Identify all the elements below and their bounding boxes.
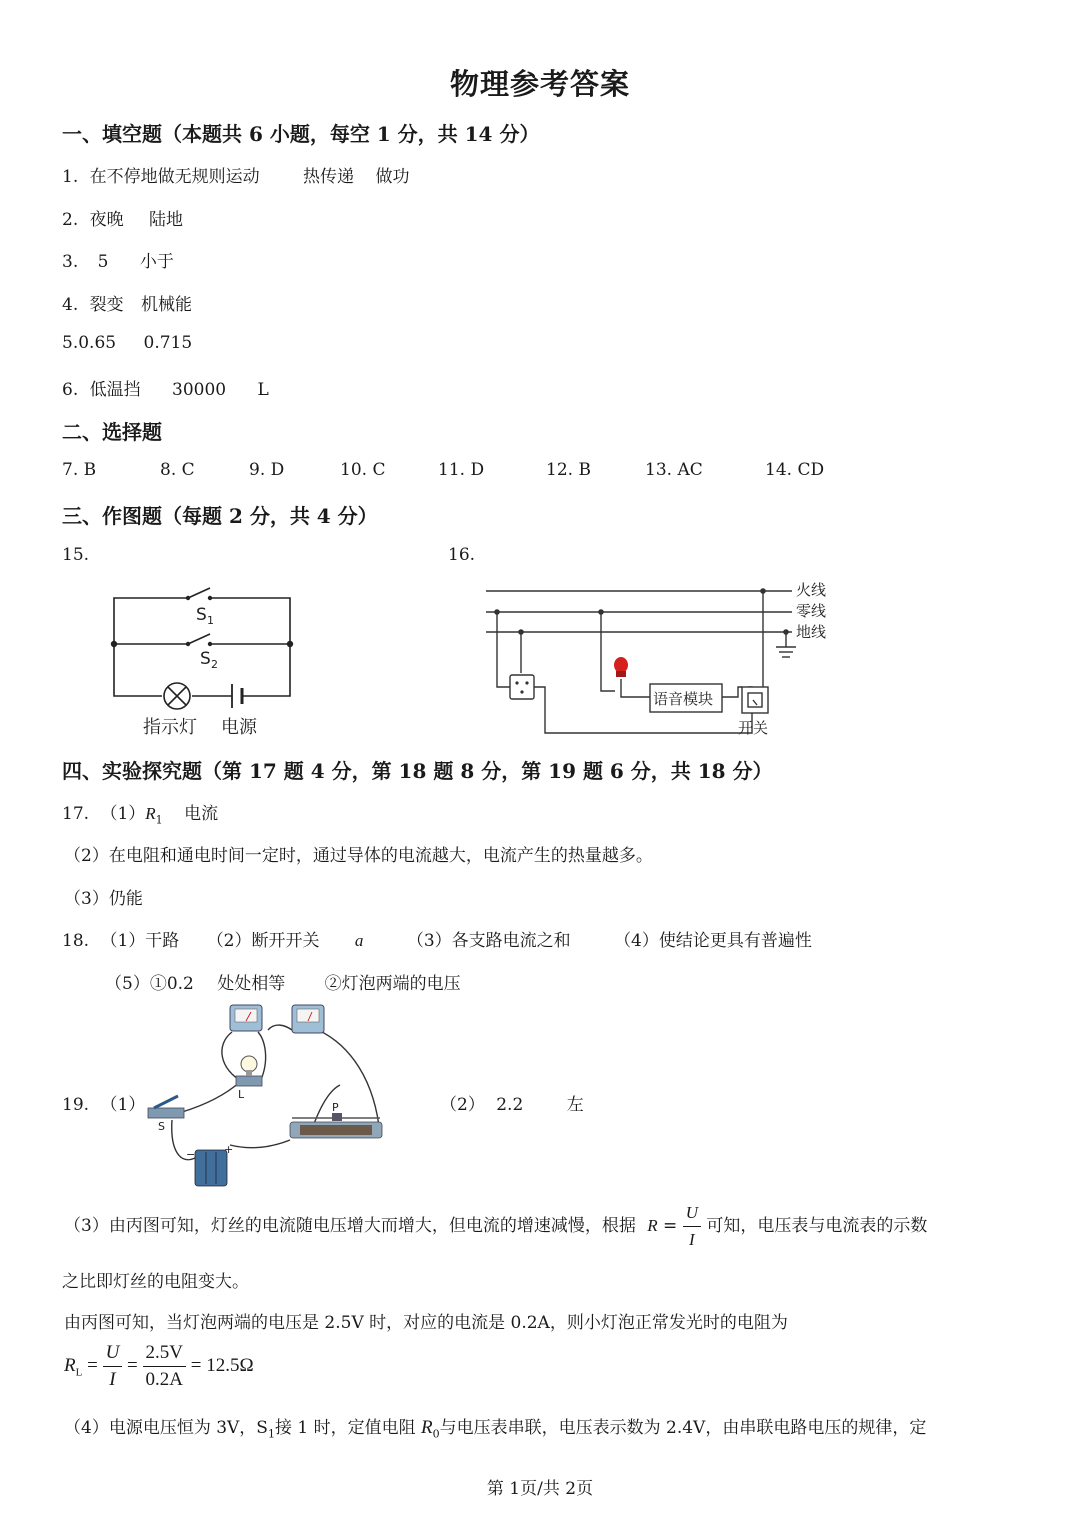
q18-part5c: ②灯泡两端的电压 — [324, 974, 461, 994]
resistance-formula — [64, 1340, 254, 1393]
resistor-subscript: 1 — [155, 813, 163, 827]
q19-part2-label: （2） — [440, 1095, 485, 1115]
fraction-numerator: U — [683, 1200, 701, 1227]
q18-part4: （4）使结论更具有普遍性 — [614, 931, 812, 951]
answer-row-2 — [62, 205, 183, 230]
answer-part: 0.715 — [143, 333, 193, 353]
section1-heading: 一、填空题（本题共 6 小题，每空 1 分，共 14 分） — [62, 122, 540, 146]
formula-result: = 12.5Ω — [190, 1354, 254, 1376]
resistor-r0-subscript: 0 — [432, 1427, 440, 1441]
q16-number: 16. — [448, 545, 476, 565]
choice-answer: 14. CD — [765, 460, 825, 480]
live-wire-label: 火线 — [796, 581, 827, 599]
q18-row2 — [105, 969, 461, 994]
section2-heading: 二、选择题 — [62, 420, 162, 444]
answer-num: 1. — [62, 167, 79, 187]
choice-answer: 9. D — [249, 460, 285, 480]
q19-number: 19. — [62, 1095, 90, 1115]
formula-eq: = — [663, 1216, 678, 1236]
q19-part3-text: （3）由丙图可知，灯丝的电流随电压增大而增大，但电流的增速减慢，根据 — [64, 1216, 636, 1236]
formula-r: R — [64, 1354, 76, 1376]
battery-minus-label: − — [186, 1148, 196, 1161]
formula-r: R — [647, 1216, 658, 1235]
answer-row-1 — [62, 162, 409, 187]
lamp-l-label: L — [238, 1088, 245, 1101]
answer-num: 2. — [62, 210, 79, 230]
switch-s2-sub: 2 — [211, 658, 218, 671]
switch-s2-label: S — [200, 649, 211, 669]
ground-wire-label: 地线 — [796, 623, 827, 641]
formula-fraction-numeric — [143, 1340, 186, 1393]
q18-part5a: （5）①0.2 — [105, 974, 194, 994]
slider-p-label: P — [332, 1101, 339, 1114]
answer-part: 陆地 — [149, 210, 184, 230]
answer-part: 夜晚 — [89, 210, 124, 230]
formula-eq: = — [127, 1354, 138, 1376]
answer-part: 0.65 — [78, 333, 117, 353]
rheostat-icon — [290, 1113, 382, 1138]
battery-plus-label: + — [224, 1143, 234, 1156]
q19-part3-line1 — [64, 1200, 927, 1253]
q15-number: 15. — [62, 545, 90, 565]
q19-circuit-apparatus-illustration — [140, 1000, 400, 1195]
resistor-r0-symbol: R — [421, 1417, 433, 1438]
section4-heading: 四、实验探究题（第 17 题 4 分，第 18 题 8 分，第 19 题 6 分，共 18 分） — [62, 759, 773, 783]
q19-part2 — [440, 1090, 584, 1115]
answer-num: 3. — [62, 252, 79, 272]
q18-part2: （2）断开开关 — [206, 931, 320, 951]
q19-part3-line2: 之比即灯丝的电阻变大。 — [62, 1272, 249, 1292]
ammeter-icon — [230, 1005, 262, 1031]
switch-icon — [148, 1096, 184, 1118]
voice-module-label: 语音模块 — [653, 690, 714, 708]
q18-part1: （1）干路 — [100, 931, 180, 951]
q17-part1 — [62, 799, 218, 826]
q19-part1-label: （1） — [100, 1095, 146, 1115]
q19-part1 — [62, 1090, 145, 1115]
q17-part3: （3）仍能 — [64, 889, 143, 909]
ohm-law-fraction — [683, 1200, 701, 1253]
q18-part5b: 处处相等 — [217, 974, 286, 994]
switch-subscript: 1 — [267, 1427, 275, 1441]
q19-part2-value: 2.2 — [496, 1095, 524, 1115]
q18-part3: （3）各支路电流之和 — [406, 931, 571, 951]
page-title: 物理参考答案 — [449, 67, 630, 101]
answer-row-4 — [62, 290, 192, 315]
q18-row1 — [62, 926, 812, 951]
fraction-denominator: 0.2A — [145, 1369, 183, 1390]
formula-fraction-symbolic — [103, 1340, 123, 1393]
q17-part2: （2）在电阻和通电时间一定时，通过导体的电流越大，电流产生的热量越多。 — [64, 846, 653, 866]
q19-part4-text: 接 1 时，定值电阻 — [274, 1418, 416, 1438]
bulb-icon — [236, 1056, 262, 1086]
q19-part4-text: 与电压表串联，电压表示数为 2.4V，由串联电路电压的规律，定 — [439, 1418, 927, 1438]
switch-label: 开关 — [738, 719, 769, 737]
choice-answer: 8. C — [160, 460, 195, 480]
answer-part: 在不停地做无规则运动 — [89, 167, 260, 187]
q15-circuit-diagram — [100, 578, 310, 743]
answer-part: 做功 — [375, 167, 410, 187]
section3-heading: 三、作图题（每题 2 分，共 4 分） — [62, 504, 378, 528]
answer-num: 6. — [62, 380, 79, 400]
q16-wiring-diagram — [480, 575, 840, 740]
answer-row-5 — [62, 333, 192, 353]
battery-icon — [195, 1150, 227, 1186]
answer-part: L — [257, 380, 269, 400]
switch-s1-sub: 1 — [207, 614, 214, 627]
page-footer: 第 1页/共 2页 — [486, 1479, 594, 1499]
q19-part2-direction: 左 — [566, 1095, 584, 1115]
q19-part3-text: 可知，电压表与电流表的示数 — [706, 1216, 928, 1236]
answer-row-6 — [62, 375, 269, 400]
lamp-label: 指示灯 — [143, 717, 197, 738]
choice-answer: 13. AC — [645, 460, 703, 480]
q17-number: 17. — [62, 804, 90, 824]
switch-s-label: S — [158, 1120, 165, 1133]
alarm-light-icon — [614, 657, 628, 677]
q17-answer: 电流 — [184, 804, 219, 824]
fraction-denominator: I — [688, 1230, 695, 1249]
answer-part: 小于 — [139, 252, 174, 272]
fraction-numerator: 2.5V — [143, 1340, 186, 1367]
resistor-symbol: R — [145, 804, 156, 823]
choice-answer: 12. B — [546, 460, 591, 480]
q19-part4-text: （4）电源电压恒为 3V，S — [64, 1418, 268, 1438]
choice-answer: 7. B — [62, 460, 97, 480]
answer-part: 低温挡 — [89, 380, 141, 400]
answer-num: 4. — [62, 295, 79, 315]
answer-num: 5. — [62, 333, 79, 353]
answer-part: 热传递 — [303, 167, 355, 187]
fraction-numerator: U — [103, 1340, 123, 1367]
answer-part: 30000 — [172, 380, 227, 400]
q18-part2-var: a — [354, 931, 364, 950]
answer-part: 裂变 — [89, 295, 124, 315]
q17-part-label: （1） — [100, 804, 146, 824]
q19-part3-line3: 由丙图可知，当灯泡两端的电压是 2.5V 时，对应的电流是 0.2A，则小灯泡正常发光时的电阻为 — [64, 1313, 788, 1333]
fraction-denominator: I — [109, 1369, 116, 1390]
switch-s1-label: S — [196, 605, 207, 625]
formula-eq: = — [87, 1354, 98, 1376]
choice-answer: 10. C — [340, 460, 386, 480]
q19-part4-line1 — [64, 1413, 926, 1440]
formula-r-sub: L — [75, 1366, 83, 1379]
voltmeter-icon — [292, 1005, 324, 1033]
q18-number: 18. — [62, 931, 90, 951]
answer-row-3 — [62, 247, 174, 272]
answer-part: 机械能 — [141, 295, 193, 315]
choice-answer: 11. D — [438, 460, 485, 480]
neutral-wire-label: 零线 — [796, 602, 827, 620]
power-source-label: 电源 — [221, 717, 257, 738]
answer-part: 5 — [97, 252, 109, 272]
